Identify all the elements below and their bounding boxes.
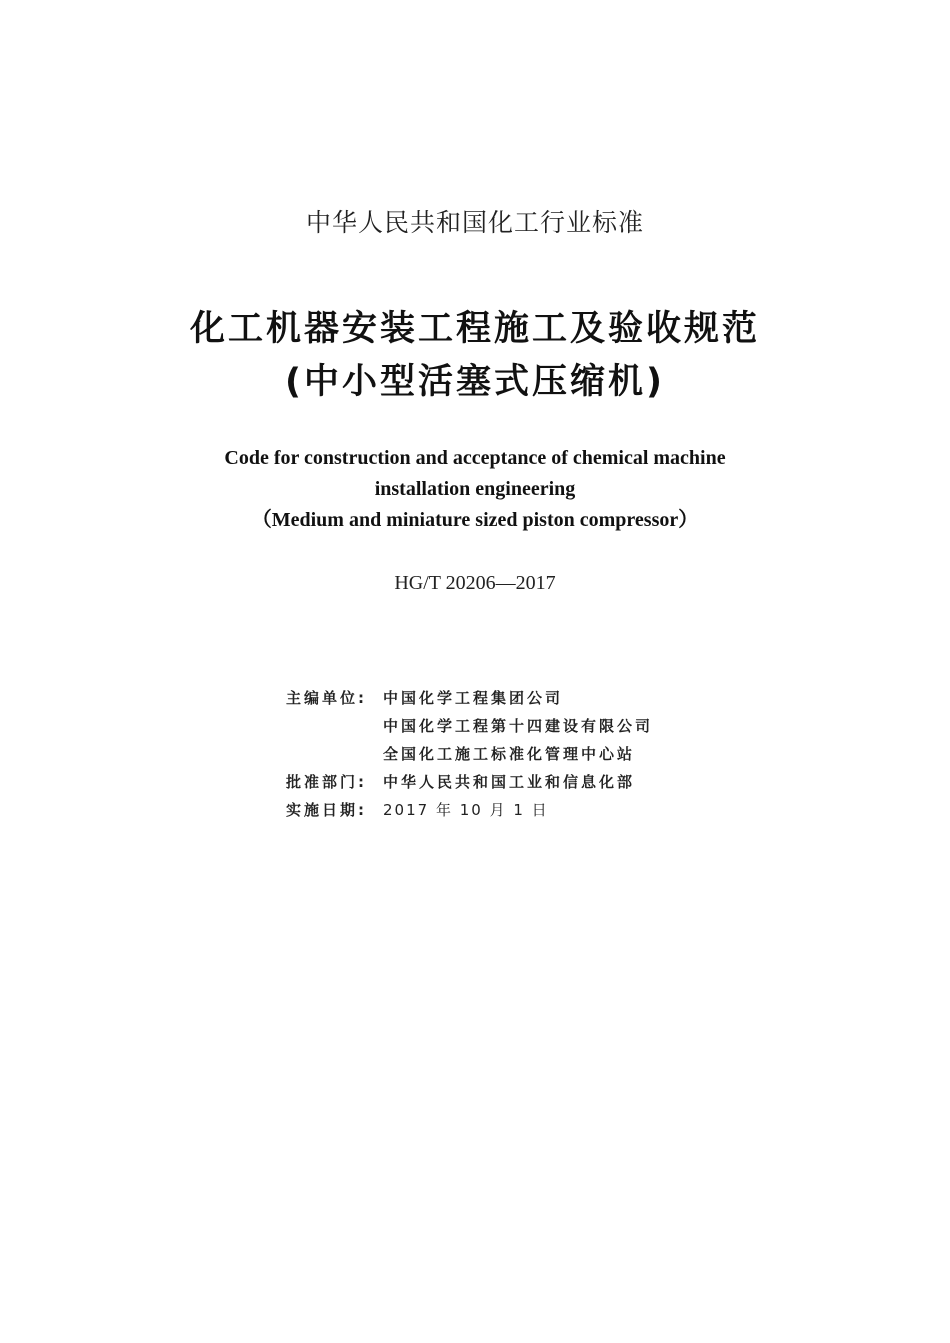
editor-unit: 中国化学工程第十四建设有限公司 — [383, 717, 654, 735]
english-title-line-3: （Medium and miniature sized piston compressor） — [251, 509, 699, 531]
effective-date-label: 实施日期: — [286, 801, 367, 819]
chinese-title-line-1: 化工机器安装工程施工及验收规范 — [189, 309, 760, 349]
editor-row-1 — [286, 684, 653, 712]
approver-label: 批准部门: — [286, 773, 367, 791]
publication-info — [286, 684, 653, 824]
english-title-line-1: Code for construction and acceptance of chemical machine — [224, 447, 726, 469]
chinese-title-line-2: (中小型活塞式压缩机) — [285, 362, 665, 402]
editor-row-3 — [286, 740, 653, 768]
effective-date-row — [286, 796, 653, 824]
standard-number: HG/T 20206—2017 — [394, 572, 556, 594]
effective-date-value: 2017 年 10 月 1 日 — [383, 801, 549, 819]
standard-category: 中华人民共和国化工行业标准 — [305, 208, 644, 237]
approver-value: 中华人民共和国工业和信息化部 — [383, 773, 636, 791]
editor-label: 主编单位: — [286, 689, 367, 707]
editor-label-spacer — [286, 712, 383, 740]
english-title-line-2: installation engineering — [374, 478, 576, 500]
editor-label-spacer — [286, 740, 383, 768]
editor-row-2 — [286, 712, 653, 740]
editor-unit: 中国化学工程集团公司 — [383, 689, 564, 707]
editor-unit: 全国化工施工标准化管理中心站 — [383, 745, 636, 763]
english-title — [0, 443, 950, 536]
approver-row — [286, 768, 653, 796]
chinese-title — [0, 303, 950, 409]
